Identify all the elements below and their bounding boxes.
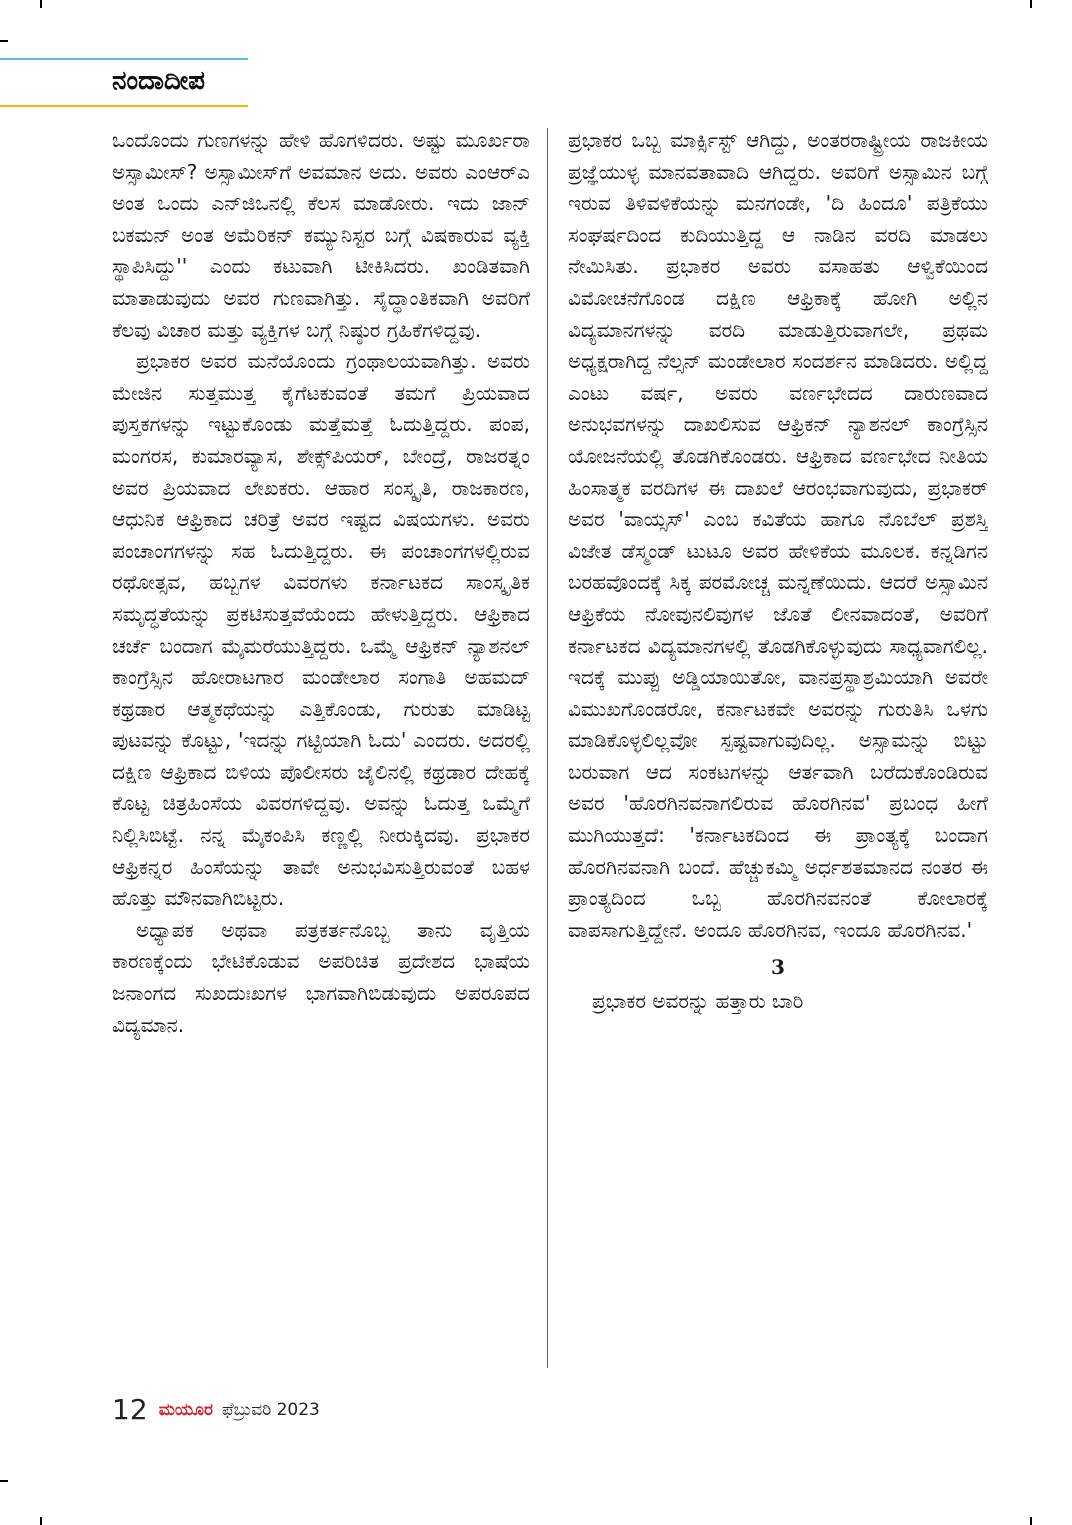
crop-mark xyxy=(40,1517,42,1525)
header-rule-top xyxy=(0,58,248,60)
paragraph: ಅಧ್ಯಾಪಕ ಅಥವಾ ಪತ್ರಕರ್ತನೊಬ್ಬ ತಾನು ವೃತ್ತಿಯ ಕಾರಣಕ್ಕೆಂದು ಭೇಟಿಕೊಡುವ ಅಪರಿಚಿತ ಪ್ರದೇಶದ ಭಾಷೆಯ ಜನಾಂಗದ ಸುಖದುಃಖಗಳ ಭಾಗವಾಗಿಬಿಡುವುದು ಅಪರೂಪದ ವಿದ್ಯಮಾನ. xyxy=(112,917,530,1037)
crop-mark xyxy=(1030,1517,1032,1525)
paragraph: ಪ್ರಭಾಕರ ಅವರನ್ನು ಹತ್ತಾರು ಬಾರಿ xyxy=(592,989,804,1014)
paragraph: ಒಂದೊಂದು ಗುಣಗಳನ್ನು ಹೇಳಿ ಹೊಗಳಿದರು. ಅಷ್ಟು ಮೂರ್ಖರಾ ಅಸ್ಸಾಮೀಸ್? ಅಸ್ಸಾಮೀಸ್‌ಗೆ ಅವಮಾನ ಅದು. ಅವರು ಎಂಆರ್‌ಎ ಅಂತ ಒಂದು ಎನ್‌ಜಿಒನಲ್ಲಿ ಕೆಲಸ ಮಾಡೋರು. ಇದು ಜಾನ್ ಬಕಮನ್ ಅಂತ ಅಮೆರಿಕನ್ ಕಮ್ಯುನಿಸ್ಟರ ಬಗ್ಗೆ ವಿಷಕಾರುವ ವ್ಯಕ್ತಿ ಸ್ಥಾಪಿಸಿದ್ದು'' ಎಂದು ಕಟುವಾಗಿ ಟೀಕಿಸಿದರು. ಖಂಡಿತವಾಗಿ ಮಾತಾಡುವುದು ಅವರ ಗುಣವಾಗಿತ್ತು. ಸೈದ್ಧಾಂತಿಕವಾಗಿ ಅವರಿಗೆ ಕೆಲವು ವಿಚಾರ ಮತ್ತು ವ್ಯಕ್ತಿಗಳ ಬಗ್ಗೆ ನಿಷ್ಠುರ ಗ್ರಹಿಕೆಗಳಿದ್ದವು. xyxy=(112,128,530,342)
paragraph: ಪ್ರಭಾಕರ ಅವರ ಮನೆಯೊಂದು ಗ್ರಂಥಾಲಯವಾಗಿತ್ತು. ಅವರು ಮೇಜಿನ ಸುತ್ತಮುತ್ತ ಕೈಗೆಟಕುವಂತೆ ತಮಗೆ ಪ್ರಿಯವಾದ ಪುಸ್ತಕಗಳನ್ನು ಇಟ್ಟುಕೊಂಡು ಮತ್ತೆಮತ್ತೆ ಓದುತ್ತಿದ್ದರು. ಪಂಪ, ಮಂಗರಸ, ಕುಮಾರವ್ಯಾಸ, ಶೇಕ್ಸ್‌ಪಿಯರ್, ಬೇಂದ್ರೆ, ರಾಜರತ್ನಂ ಅವರ ಪ್ರಿಯವಾದ ಲೇಖಕರು. ಆಹಾರ ಸಂಸ್ಕೃತಿ, ರಾಜಕಾರಣ, ಆಧುನಿಕ ಆಫ್ರಿಕಾದ ಚರಿತ್ರೆ ಅವರ ಇಷ್ಟದ ವಿಷಯಗಳು. ಅವರು ಪಂಚಾಂಗಗಳನ್ನು ಸಹ ಓದುತ್ತಿದ್ದರು. ಈ ಪಂಚಾಂಗಗಳಲ್ಲಿರುವ ರಥೋತ್ಸವ, ಹಬ್ಬಗಳ ವಿವರಗಳು ಕರ್ನಾಟಕದ ಸಾಂಸ್ಕೃತಿಕ ಸಮೃದ್ಧತೆಯನ್ನು ಪ್ರಕಟಿಸುತ್ತವೆಯೆಂದು ಹೇಳುತ್ತಿದ್ದರು. ಆಫ್ರಿಕಾದ ಚರ್ಚೆ ಬಂದಾಗ ಮೈಮರೆಯುತ್ತಿದ್ದರು. ಒಮ್ಮೆ ಆಫ್ರಿಕನ್ ನ್ಯಾಶನಲ್ ಕಾಂಗ್ರೆಸ್ಸಿನ ಹೋರಾಟಗಾರ ಮಂಡೇಲಾರ ಸಂಗಾತಿ ಅಹಮದ್ ಕಥ್ರಡಾರ ಆತ್ಮಕಥೆಯನ್ನು ಎತ್ತಿಕೊಂಡು, ಗುರುತು ಮಾಡಿಟ್ಟ ಪುಟವನ್ನು ಕೊಟ್ಟು, 'ಇದನ್ನು ಗಟ್ಟಿಯಾಗಿ ಓದು' ಎಂದರು. ಅದರಲ್ಲಿ ದಕ್ಷಿಣ ಆಫ್ರಿಕಾದ ಬಿಳಿಯ ಪೊಲೀಸರು ಜೈಲಿನಲ್ಲಿ ಕಥ್ರಡಾರ ದೇಹಕ್ಕೆ ಕೊಟ್ಟ ಚಿತ್ರಹಿಂಸೆಯ ವಿವರಗಳಿದ್ದವು. ಅವನ್ನು ಓದುತ್ತ ಒಮ್ಮೆಗೆ ನಿಲ್ಲಿಸಿಬಿಟ್ಟೆ. ನನ್ನ ಮೈಕಂಪಿಸಿ ಕಣ್ಣಲ್ಲಿ ನೀರುಕ್ಕಿದವು. ಪ್ರಭಾಕರ ಆಫ್ರಿಕನ್ನರ ಹಿಂಸೆಯನ್ನು ತಾವೇ ಅನುಭವಿಸುತ್ತಿರುವಂತೆ ಬಹಳ ಹೊತ್ತು ಮೌನವಾಗಿಬಿಟ್ಟರು. xyxy=(112,349,530,911)
issue-date: ಫೆಬ್ರುವರಿ 2023 xyxy=(222,1399,320,1420)
crop-mark xyxy=(40,0,42,8)
paragraph: ಪ್ರಭಾಕರ ಒಬ್ಬ ಮಾರ್ಕ್ಸಿಸ್ಟ್ ಆಗಿದ್ದು, ಅಂತರರಾಷ್ಟ್ರೀಯ ರಾಜಕೀಯ ಪ್ರಜ್ಞೆಯುಳ್ಳ ಮಾನವತಾವಾದಿ ಆಗಿದ್ದರು. ಅವರಿಗೆ ಅಸ್ಸಾಮಿನ ಬಗ್ಗೆ ಇರುವ ತಿಳಿವಳಿಕೆಯನ್ನು ಮನಗಂಡೇ, 'ದಿ ಹಿಂದೂ' ಪತ್ರಿಕೆಯು ಸಂಘರ್ಷದಿಂದ ಕುದಿಯುತ್ತಿದ್ದ ಆ ನಾಡಿನ ವರದಿ ಮಾಡಲು ನೇಮಿಸಿತು. ಪ್ರಭಾಕರ ಅವರು ವಸಾಹತು ಆಳ್ವಿಕೆಯಿಂದ ವಿಮೋಚನೆಗೊಂಡ ದಕ್ಷಿಣ ಆಫ್ರಿಕಾಕ್ಕೆ ಹೋಗಿ ಅಲ್ಲಿನ ವಿದ್ಯಮಾನಗಳನ್ನು ವರದಿ ಮಾಡುತ್ತಿರುವಾಗಲೇ, ಪ್ರಥಮ ಅಧ್ಯಕ್ಷರಾಗಿದ್ದ ನೆಲ್ಸನ್ ಮಂಡೇಲಾರ ಸಂದರ್ಶನ ಮಾಡಿದರು. ಅಲ್ಲಿದ್ದ ಎಂಟು ವರ್ಷ, ಅವರು ವರ್ಣಭೇದದ ದಾರುಣವಾದ ಅನುಭವಗಳನ್ನು ದಾಖಲಿಸುವ ಆಫ್ರಿಕನ್ ನ್ಯಾಶನಲ್ ಕಾಂಗ್ರೆಸ್ಸಿನ ಯೋಜನೆಯಲ್ಲಿ ತೊಡಗಿಕೊಂಡರು. ಆಫ್ರಿಕಾದ ವರ್ಣಭೇದ ನೀತಿಯ ಹಿಂಸಾತ್ಮಕ ವರದಿಗಳ ಈ ದಾಖಲೆ ಆರಂಭವಾಗುವುದು, ಪ್ರಭಾಕರ್ ಅವರ 'ವಾಯ್ಸಸ್' ಎಂಬ ಕವಿತೆಯ ಹಾಗೂ ನೊಬೆಲ್ ಪ್ರಶಸ್ತಿ ವಿಜೇತ ಡೆಸ್ಮಂಡ್ ಟುಟೂ ಅವರ ಹೇಳಿಕೆಯ ಮೂಲಕ. ಕನ್ನಡಿಗನ ಬರಹವೊಂದಕ್ಕೆ ಸಿಕ್ಕ ಪರಮೋಚ್ಚ ಮನ್ನಣೆಯಿದು. ಆದರೆ ಅಸ್ಸಾಮಿನ ಆಫ್ರಿಕೆಯ ನೋವುನಲಿವುಗಳ ಜೊತೆ ಲೀನವಾದಂತೆ, ಅವರಿಗೆ ಕರ್ನಾಟಕದ ವಿದ್ಯಮಾನಗಳಲ್ಲಿ ತೊಡಗಿಕೊಳ್ಳುವುದು ಸಾಧ್ಯವಾಗಲಿಲ್ಲ. ಇದಕ್ಕೆ ಮುಪ್ಪು ಅಡ್ಡಿಯಾಯಿತೋ, ವಾನಪ್ರಸ್ಥಾಶ್ರಮಿಯಾಗಿ ಅವರೇ ವಿಮುಖಗೊಂಡರೋ, ಕರ್ನಾಟಕವೇ ಅವರನ್ನು ಗುರುತಿಸಿ ಒಳಗು ಮಾಡಿಕೊಳ್ಳಲಿಲ್ಲವೋ ಸ್ಪಷ್ಟವಾಗುವುದಿಲ್ಲ. ಅಸ್ಸಾಮನ್ನು ಬಿಟ್ಟು ಬರುವಾಗ ಆದ ಸಂಕಟಗಳನ್ನು ಆರ್ತವಾಗಿ ಬರೆದುಕೊಂಡಿರುವ ಅವರ 'ಹೊರಗಿನವನಾಗಲಿರುವ ಹೊರಗಿನವ' ಪ್ರಬಂಧ ಹೀಗೆ ಮುಗಿಯುತ್ತದೆ: 'ಕರ್ನಾಟಕದಿಂದ ಈ ಪ್ರಾಂತ್ಯಕ್ಕೆ ಬಂದಾಗ ಹೊರಗಿನವನಾಗಿ ಬಂದೆ. ಹೆಚ್ಚುಕಮ್ಮಿ ಅರ್ಧಶತಮಾನದ ನಂತರ ಈ ಪ್ರಾಂತ್ಯದಿಂದ ಒಬ್ಬ ಹೊರಗಿನವನಂತೆ ಕೋಲಾರಕ್ಕೆ ವಾಪಸಾಗುತ್ತಿದ್ದೇನೆ. ಅಂದೂ ಹೊರಗಿನವ, ಇಂದೂ ಹೊರಗಿನವ.' xyxy=(568,128,988,942)
header-rule-bottom xyxy=(0,105,248,107)
left-column xyxy=(112,125,530,1380)
crop-mark xyxy=(1030,0,1032,8)
crop-mark xyxy=(0,1480,8,1482)
section-header xyxy=(0,58,250,108)
page-footer xyxy=(112,1393,320,1433)
crop-mark xyxy=(0,40,8,42)
right-column xyxy=(568,125,988,1380)
column-divider xyxy=(547,128,548,1368)
magazine-name: ಮಯೂರ xyxy=(158,1399,213,1420)
section-number: 3 xyxy=(771,955,785,980)
section-title: ನಂದಾದೀಪ xyxy=(112,66,205,96)
page-number: 12 xyxy=(112,1393,148,1426)
